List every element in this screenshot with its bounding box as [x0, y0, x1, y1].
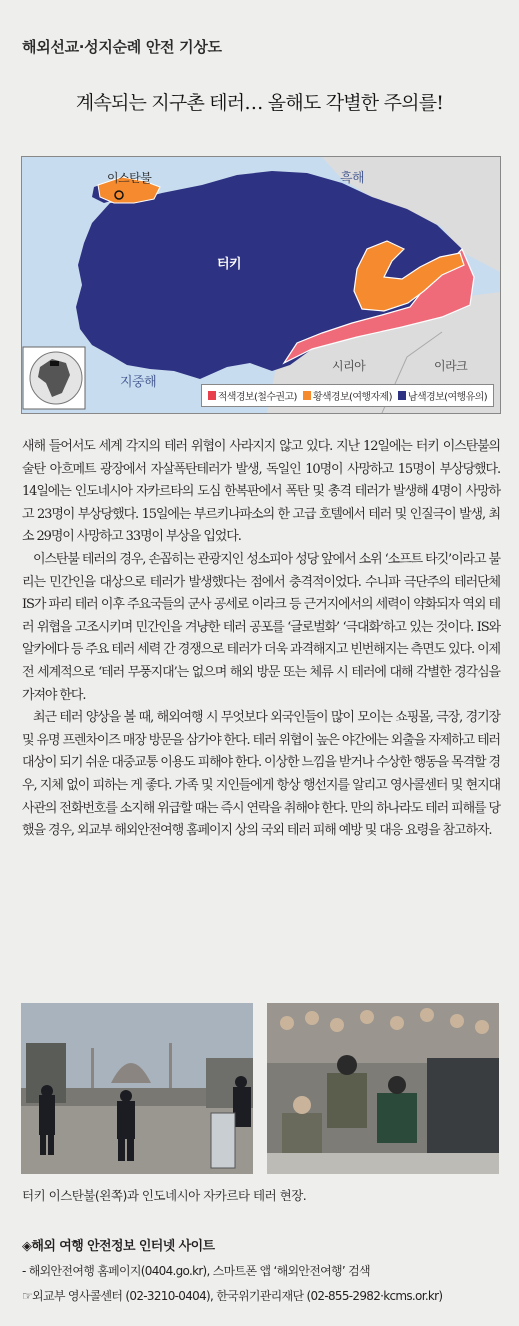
legend-label-navy: 남색경보(여행유의) — [407, 392, 487, 403]
article-paragraph-3: 최근 테러 양상을 볼 때, 해외여행 시 무엇보다 외국인들이 많이 모이는 쇼핑몰, 극장, 경기장 및 유명 프렌차이즈 매장 방문을 삼가야 한다. 테러 위협이 높은 야간에는 외출을 자제하고 테러 대상이 되기 쉬운 대중교통 이용도 피해야 한다. 이상한 느낌을 받거나 수상한 행동을 목격할 경우, 지체 없이 피하는 게 좋다. 가족 및 지인들에게 항상 행선지를 알리고 영사콜센터 및 현지대사관의 전화번호를 소지해 위급할 때는 즉시 연락을 취해야 한다. 만의 하나라도 테러 피해를 당했을 경우, 외교부 해외안전여행 홈페이지 상의 국외 테러 피해 예방 및 대응 요령을 참고하자. — [22, 710, 500, 839]
photo-jakarta — [267, 1003, 499, 1174]
legend-item-orange — [303, 388, 392, 403]
legend-label-orange: 황색경보(여행자제) — [312, 392, 392, 403]
istanbul-scene — [21, 1003, 253, 1174]
jakarta-scene — [267, 1003, 499, 1174]
info-line-website: - 해외안전여행 홈페이지(0404.go.kr), 스마트폰 앱 ‘해외안전여행’ 검색 — [22, 1264, 370, 1278]
turkey-travel-alert-map — [21, 156, 501, 414]
label-black-sea: 흑해 — [340, 171, 365, 186]
map-legend — [201, 384, 494, 407]
label-iraq: 이라크 — [434, 359, 468, 373]
legend-item-navy — [398, 388, 487, 403]
legend-swatch-red — [208, 391, 216, 400]
article-body — [22, 436, 500, 843]
info-line-contacts: ☞외교부 영사콜센터 (02-3210-0404), 한국위기관리재단 (02-855-2982·kcms.or.kr) — [22, 1289, 443, 1303]
article-paragraph-1: 새해 들어서도 세계 각지의 테러 위협이 사라지지 않고 있다. 지난 12일에는 터키 이스탄불의 술탄 아흐메트 광장에서 자살폭탄테러가 발생, 독일인 10명이 사망하고 15명이 부상당했다. 14일에는 인도네시아 자카르타의 도심 한복판에서 폭탄 및 총격 테러가 발생해 4명이 사망하고 23명이 부상당했다. 15일에는 부르키나파소의 한 고급 호텔에서 테러 및 인질극이 발생, 최소 29명이 사망하고 33명이 부상을 입었다. — [22, 439, 500, 545]
label-syria: 시리아 — [332, 359, 366, 373]
article-headline: 계속되는 지구촌 테러… 올해도 각별한 주의를! — [75, 92, 444, 114]
info-section-title: ◈해외 여행 안전정보 인터넷 사이트 — [22, 1239, 215, 1254]
legend-item-red — [208, 388, 297, 403]
map-graphic — [22, 157, 500, 413]
legend-swatch-navy — [398, 391, 406, 400]
article-paragraph-2: 이스탄불 테러의 경우, 손꼽히는 관광지인 성소피아 성당 앞에서 소위 ‘소프트 타깃’이라고 불리는 민간인을 대상으로 테러가 발생했다는 점에서 충격적이었다. 수니파 극단주의 테러단체 IS가 파리 테러 이후 주요국들의 군사 공세로 이라크 등 근거지에서의 세력이 약화되자 역외 테러 위협을 고조시키며 민간인을 겨냥한 테러 공포를 ‘글로벌화’ ‘극대화’하고 있는 것이다. IS와 알카에다 등 주요 테러 세력 간 경쟁으로 테러가 더욱 과격해지고 빈번해지는 측면도 있다. 이제 전 세계적으로 ‘테러 무풍지대’는 없으며 해외 방문 또는 체류 시 테러에 대해 각별한 경각심을 가져야 한다. — [22, 551, 500, 703]
label-mediterranean: 지중해 — [120, 375, 157, 390]
legend-label-red: 적색경보(철수권고) — [217, 392, 297, 403]
label-turkey: 터키 — [217, 257, 242, 272]
inset-turkey-marker — [50, 361, 59, 366]
legend-swatch-orange — [303, 391, 311, 400]
section-label: 해외선교·성지순례 안전 기상도 — [22, 38, 222, 56]
photo-istanbul — [21, 1003, 253, 1174]
label-istanbul: 이스탄불 — [107, 171, 152, 185]
photo-caption: 터키 이스탄불(왼쪽)과 인도네시아 자카르타 테러 현장. — [22, 1188, 307, 1203]
